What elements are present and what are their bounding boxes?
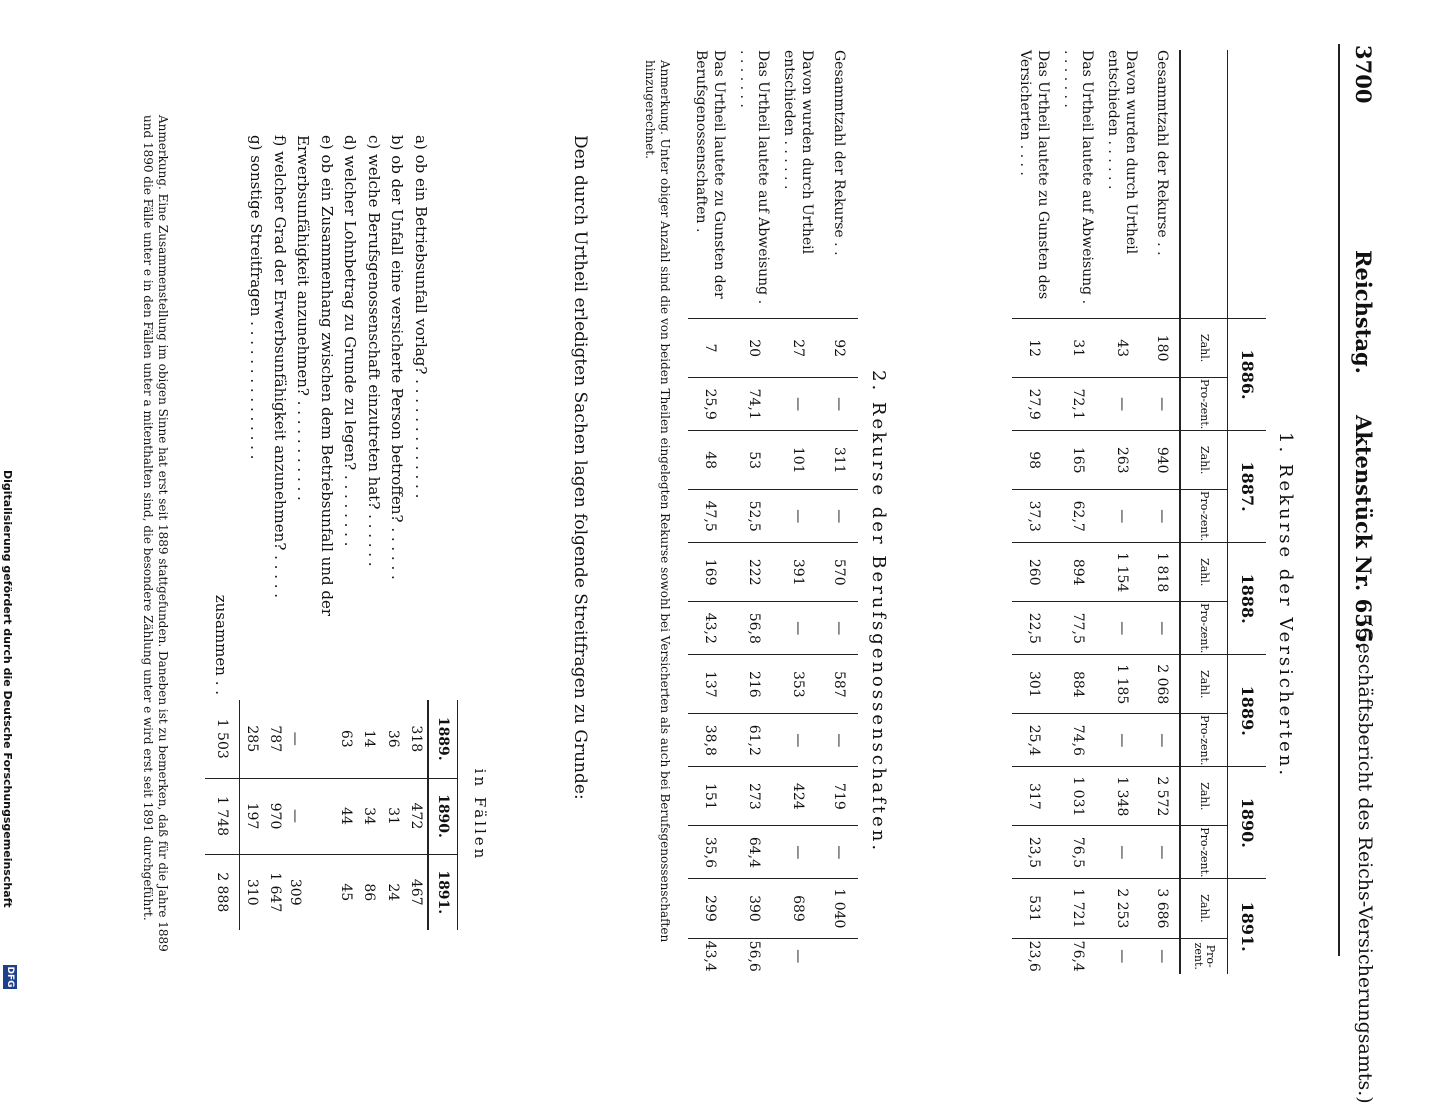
- cell: 263: [1101, 431, 1145, 490]
- table-row: [287, 700, 334, 930]
- table-row: [1101, 50, 1145, 974]
- table-row: [264, 700, 288, 930]
- cell: 1 647: [267, 872, 284, 913]
- cell: 787: [264, 700, 288, 778]
- col-prozent: Pro-zent.: [1181, 714, 1229, 767]
- table-row: [1145, 50, 1181, 974]
- cell: 970: [264, 778, 288, 854]
- cell: 38,8: [688, 714, 732, 767]
- cell: 390: [732, 879, 776, 938]
- table-row: [820, 50, 858, 974]
- table-row: [358, 700, 382, 930]
- cell: 44: [334, 778, 358, 854]
- cell: 76,4: [1057, 938, 1101, 974]
- cell: 1 818: [1145, 543, 1181, 602]
- cell: 74,6: [1057, 714, 1101, 767]
- dfg-logo: DFG: [5, 966, 15, 988]
- cell: 14: [358, 700, 382, 778]
- cell: 216: [732, 655, 776, 714]
- cell: —: [1145, 378, 1181, 431]
- cell: 424: [776, 767, 820, 826]
- cell: 3 686: [1145, 879, 1181, 938]
- col-zahl: Zahl.: [1181, 431, 1229, 490]
- cell: 1 154: [1101, 543, 1145, 602]
- cell: 940: [1145, 431, 1181, 490]
- section1-title: 1. Rekurse der Versicherten.: [1275, 432, 1296, 779]
- cell: 56,8: [732, 602, 776, 655]
- cell: 31: [1057, 319, 1101, 378]
- cell: 43,2: [688, 602, 732, 655]
- section3-intro: Den durch Urtheil erledigten Sachen lagen folgende Streitfragen zu Grunde:: [570, 135, 590, 800]
- cell: —: [1101, 490, 1145, 543]
- cell: 24: [384, 883, 401, 902]
- cell: 467: [407, 878, 424, 906]
- cell: 53: [732, 431, 776, 490]
- cell: 719: [820, 767, 858, 826]
- cell: 47,5: [688, 490, 732, 543]
- total-cell: 2 888: [214, 872, 231, 913]
- cell: 77,5: [1057, 602, 1101, 655]
- row-label: Das Urtheil lautete auf Abweisung . . . . . . . .: [1061, 50, 1096, 305]
- cell: —: [287, 778, 334, 854]
- cell: 311: [820, 431, 858, 490]
- cell: —: [1101, 938, 1145, 974]
- cell: 27,9: [1013, 378, 1057, 431]
- cell: 169: [688, 543, 732, 602]
- page-number: 3700: [1351, 45, 1376, 104]
- table-row: [1057, 50, 1101, 974]
- cell: 273: [732, 767, 776, 826]
- table-row: [405, 700, 429, 930]
- year-1889: 1889.: [1228, 655, 1266, 767]
- col-zahl: Zahl.: [1181, 543, 1229, 602]
- year-1891: 1891.: [435, 870, 452, 915]
- cell: 570: [820, 543, 858, 602]
- cell: 48: [688, 431, 732, 490]
- year-1889: 1889.: [428, 700, 458, 778]
- cell: 137: [688, 655, 732, 714]
- running-title: Reichstag.: [1351, 250, 1376, 374]
- row-label: Davon wurden durch Urtheil entschieden . . . . . .: [781, 50, 815, 255]
- cell: 64,4: [732, 826, 776, 879]
- total-label: zusammen . .: [212, 594, 230, 695]
- row-label: Das Urtheil lautete auf Abweisung . . . . . . . .: [737, 50, 771, 305]
- cell: 260: [1013, 543, 1057, 602]
- cell: 1 040: [820, 879, 858, 938]
- document-reference: Aktenstück Nr. 655.: [1351, 415, 1376, 650]
- cell: —: [1101, 826, 1145, 879]
- row-label: Gesammtzahl der Rekurse . .: [831, 50, 847, 256]
- cell: 72,1: [1057, 378, 1101, 431]
- cell: 894: [1057, 543, 1101, 602]
- cell: 353: [776, 655, 820, 714]
- year-1888: 1888.: [1228, 543, 1266, 655]
- year-1890: 1890.: [428, 778, 458, 854]
- cell: 1 721: [1057, 879, 1101, 938]
- col-prozent: Pro-zent.: [1181, 378, 1229, 431]
- table-streitfragen: [205, 700, 502, 930]
- header-rule: [1338, 44, 1340, 956]
- col-prozent: Pro-zent.: [1181, 602, 1229, 655]
- cell: —: [776, 938, 820, 974]
- cell: 318: [405, 700, 429, 778]
- row-label: Davon wurden durch Urtheil entschieden . . . . . .: [1105, 50, 1140, 255]
- cell: —: [1101, 714, 1145, 767]
- cell: 36: [381, 700, 405, 778]
- cell: 76,5: [1057, 826, 1101, 879]
- cell: —: [820, 602, 858, 655]
- row-label: Das Urtheil lautete zu Gunsten des Versicherten . . . .: [1017, 50, 1052, 300]
- col-zahl: Zahl.: [1181, 879, 1229, 938]
- row-label: Gesammtzahl der Rekurse . .: [1154, 50, 1170, 256]
- cell: 180: [1145, 319, 1181, 378]
- cell: 25,4: [1013, 714, 1057, 767]
- table-row: [334, 700, 358, 930]
- table-row: [732, 50, 776, 974]
- total-cell: 1 748: [205, 778, 240, 854]
- cell: [820, 938, 858, 974]
- document-subject: (Geschäftsbericht des Reichs-Versicherungsamts.): [1354, 620, 1376, 1104]
- in-faellen-header: in Fällen: [458, 700, 502, 930]
- col-zahl: Zahl.: [1181, 319, 1229, 378]
- cell: —: [776, 826, 820, 879]
- year-1891: 1891.: [1228, 879, 1266, 974]
- cell: —: [1101, 602, 1145, 655]
- cell: 310: [244, 878, 260, 906]
- cell: —: [776, 490, 820, 543]
- cell: 884: [1057, 655, 1101, 714]
- cell: 27: [776, 319, 820, 378]
- cell: 34: [358, 778, 382, 854]
- cell: 22,5: [1013, 602, 1057, 655]
- year-1887: 1887.: [1228, 431, 1266, 543]
- cell: 1 348: [1101, 767, 1145, 826]
- cell: 7: [688, 319, 732, 378]
- cell: —: [820, 490, 858, 543]
- cell: 689: [776, 879, 820, 938]
- cell: 301: [1013, 655, 1057, 714]
- table-versicherte: [1013, 50, 1267, 974]
- note-1: Anmerkung. Unter obiger Anzahl sind die von beiden Theilen eingelegten Rekurse sowohl bei Versicherten als auch bei Berufsgenossenschaften hinzugerechnet.: [643, 60, 672, 943]
- cell: —: [1145, 602, 1181, 655]
- cell: 31: [381, 778, 405, 854]
- cell: 23,6: [1013, 938, 1057, 974]
- cell: 222: [732, 543, 776, 602]
- cell: 61,2: [732, 714, 776, 767]
- cell: 43,4: [688, 938, 732, 974]
- cell: 92: [820, 319, 858, 378]
- list-item: e) ob ein Zusammenhang zwischen dem Betriebsunfall und der Erwerbsunfähigkeit anzunehmen? . . . . . . . . . . .: [294, 135, 336, 617]
- table-row: [381, 700, 405, 930]
- cell: —: [1101, 378, 1145, 431]
- cell: —: [1145, 938, 1181, 974]
- cell: 12: [1013, 319, 1057, 378]
- list-item: d) welcher Lohnbetrag zu Grunde zu legen? . . . . . . . .: [341, 135, 360, 547]
- cell: 20: [732, 319, 776, 378]
- col-zahl: Zahl.: [1181, 767, 1229, 826]
- cell: 531: [1013, 879, 1057, 938]
- total-row: [205, 700, 240, 930]
- col-zahl: Zahl.: [1181, 655, 1229, 714]
- cell: 165: [1057, 431, 1101, 490]
- cell: 1 031: [1057, 767, 1101, 826]
- cell: 285: [240, 700, 264, 778]
- cell: 587: [820, 655, 858, 714]
- year-1890: 1890.: [1228, 767, 1266, 879]
- list-item: b) ob der Unfall eine versicherte Person betroffen? . . . . . .: [388, 135, 407, 580]
- cell: —: [1145, 714, 1181, 767]
- cell: —: [820, 826, 858, 879]
- cell: 56,6: [732, 938, 776, 974]
- note-2: Anmerkung. Eine Zusammenstellung im obigen Sinne hat erst seit 1889 stattgefunden. Daneben ist zu bemerken, daß für die Jahre 1889 und 1890 die Fälle unter e in den Fällen unter a mitenthalten sind, die besondere Zählung unter e wird erst seit 1891 durchgeführt.: [141, 115, 170, 952]
- col-prozent: Pro-zent.: [1181, 490, 1229, 543]
- list-item: g) sonstige Streitfragen . . . . . . . . . . . . . . .: [247, 135, 266, 460]
- cell: 86: [361, 883, 378, 902]
- table-row: [688, 50, 732, 974]
- table-row: [1013, 50, 1057, 974]
- header-empty: [1181, 50, 1229, 319]
- cell: 23,5: [1013, 826, 1057, 879]
- cell: 2 572: [1145, 767, 1181, 826]
- list-item: f) welcher Grad der Erwerbsunfähigkeit anzunehmen? . . . . .: [271, 135, 289, 599]
- year-1886: 1886.: [1228, 319, 1266, 431]
- section2-title: 2. Rekurse der Berufsgenossenschaften.: [868, 370, 889, 854]
- cell: —: [820, 714, 858, 767]
- row-label: Das Urtheil lautete zu Gunsten der Berufsgenossenschaften .: [693, 50, 727, 299]
- total-cell: 1 503: [205, 700, 240, 778]
- col-prozent: Pro-zent.: [1181, 826, 1229, 879]
- cell: —: [776, 714, 820, 767]
- cell: —: [287, 700, 334, 778]
- cell: 1 185: [1101, 655, 1145, 714]
- streitfragen-list: [209, 135, 433, 695]
- cell: 45: [337, 883, 354, 902]
- col-prozent: Pro-zent.: [1181, 938, 1229, 974]
- cell: 25,9: [688, 378, 732, 431]
- cell: —: [820, 378, 858, 431]
- cell: 98: [1013, 431, 1057, 490]
- cell: 2 068: [1145, 655, 1181, 714]
- cell: 43: [1101, 319, 1145, 378]
- cell: 2 253: [1101, 879, 1145, 938]
- table-berufsgenossenschaften: [688, 50, 858, 974]
- cell: 472: [405, 778, 429, 854]
- header-empty: [1228, 50, 1266, 319]
- cell: 197: [240, 778, 264, 854]
- cell: 299: [688, 879, 732, 938]
- table-row: [240, 700, 264, 930]
- list-item: c) welche Berufsgenossenschaft einzutreten hat? . . . . . .: [365, 135, 383, 567]
- cell: —: [1145, 490, 1181, 543]
- cell: 391: [776, 543, 820, 602]
- cell: —: [776, 602, 820, 655]
- cell: 63: [334, 700, 358, 778]
- cell: 151: [688, 767, 732, 826]
- cell: 309: [287, 878, 303, 906]
- cell: —: [1145, 826, 1181, 879]
- cell: 101: [776, 431, 820, 490]
- list-item: a) ob ein Betriebsunfall vorlag? . . . . . . . . . . . . .: [412, 135, 430, 499]
- cell: 62,7: [1057, 490, 1101, 543]
- cell: 37,3: [1013, 490, 1057, 543]
- digitization-credit: Digitalisierung gefördert durch die Deutsche Forschungsgemeinschaft: [1, 470, 14, 908]
- table-row: [776, 50, 820, 974]
- cell: —: [776, 378, 820, 431]
- cell: 74,1: [732, 378, 776, 431]
- cell: 317: [1013, 767, 1057, 826]
- cell: 35,6: [688, 826, 732, 879]
- cell: 52,5: [732, 490, 776, 543]
